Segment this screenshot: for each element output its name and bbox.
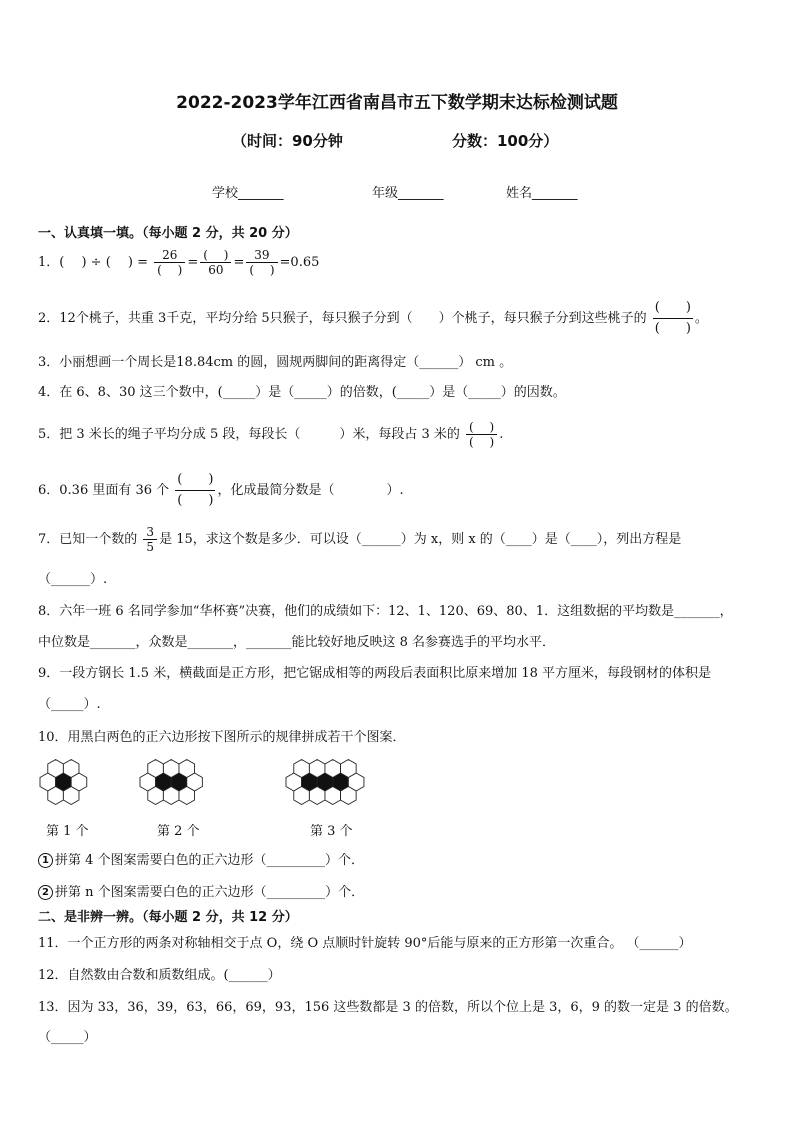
white-hexagon xyxy=(148,787,164,805)
white-hexagon xyxy=(341,760,357,778)
circled-number-2: 2 xyxy=(38,885,53,900)
question-7 xyxy=(38,525,681,554)
question-2 xyxy=(38,298,708,339)
white-hexagon xyxy=(325,760,341,778)
white-hexagon xyxy=(309,760,325,778)
q7-fraction xyxy=(143,525,157,554)
question-8-line-1: 8．六年一班 6 名同学参加“华杯赛”决赛，他们的成绩如下：12、1、120、69、80、1．这组数据的平均数是_______， xyxy=(38,604,733,619)
q1-f1-numerator: 26 xyxy=(154,248,185,263)
q6-numerator[interactable]: ( ) xyxy=(175,470,215,491)
white-hexagon xyxy=(63,760,79,778)
q7-text-b: 是 15，求这个数是多少．可以设（______）为 x，则 x 的（____）是（____），列出方程是 xyxy=(159,532,682,547)
q1-fraction-2 xyxy=(200,248,231,277)
question-8-line-2: 中位数是_______，众数是_______，_______能比较好地反映这 8 名参赛选手的平均水平． xyxy=(38,635,556,650)
white-hexagon xyxy=(48,760,64,778)
hexagon-pattern-2 xyxy=(136,756,236,808)
question-12: 12．自然数由合数和质数组成。(______） xyxy=(38,968,281,983)
white-hexagon xyxy=(309,787,325,805)
q1-f3-numerator: 39 xyxy=(246,248,277,263)
question-5 xyxy=(38,420,503,449)
q1-equals-1: = xyxy=(187,255,199,270)
white-hexagon xyxy=(179,787,195,805)
q1-fraction-1 xyxy=(154,248,185,277)
section-1-heading: 一、认真填一填。（每小题 2 分，共 20 分） xyxy=(38,226,298,241)
hexagon-pattern-3 xyxy=(282,756,422,808)
question-6 xyxy=(38,470,404,511)
q10-sub2-text: 拼第 n 个图案需要白色的正六边形（_________）个． xyxy=(55,885,365,900)
question-10: 10．用黑白两色的正六边形按下图所示的规律拼成若干个图案． xyxy=(38,730,406,745)
section-2-heading: 二、是非辨一辨。（每小题 2 分，共 12 分） xyxy=(38,910,298,925)
q6-text: 6．0.36 里面有 36 个 xyxy=(38,483,170,498)
school-field[interactable]: 学校_______ xyxy=(212,186,284,201)
question-3: 3．小丽想画一个周长是18.84cm 的圆，圆规两脚间的距离得定（______） cm 。 xyxy=(38,355,513,370)
q6-tail: ，化成最简分数是（ ）. xyxy=(217,483,404,498)
q6-fraction[interactable] xyxy=(175,470,215,511)
question-10-sub-2 xyxy=(38,884,364,902)
question-13-line-1: 13．因为 33，36，39，63，66，69，93，156 这些数都是 3 的倍数，所以个位上是 3，6，9 的数一定是 3 的倍数。 xyxy=(38,1000,738,1015)
q2-numerator[interactable]: ( ) xyxy=(653,298,693,319)
q1-fraction-3 xyxy=(246,248,277,277)
page-title: 2022-2023学年江西省南昌市五下数学期末达标检测试题 xyxy=(176,93,618,113)
q7-numerator: 3 xyxy=(143,525,157,540)
figure-1-caption: 第 1 个 xyxy=(46,824,89,839)
question-4: 4．在 6、8、30 这三个数中，(_____）是（_____）的倍数，(_____）是（_____）的因数。 xyxy=(38,385,566,400)
question-1 xyxy=(38,248,319,277)
q5-text: 5．把 3 米长的绳子平均分成 5 段，每段长（ ）米，每段占 3 米的 xyxy=(38,427,460,442)
grade-field[interactable]: 年级_______ xyxy=(372,186,444,201)
q7-continuation: （______）. xyxy=(38,572,108,587)
question-10-sub-1 xyxy=(38,852,364,870)
white-hexagon xyxy=(179,760,195,778)
total-score: 分数：100分） xyxy=(452,132,559,150)
white-hexagon xyxy=(148,760,164,778)
white-hexagon xyxy=(341,787,357,805)
q1-text: 1．( ) ÷ ( ) = xyxy=(38,255,149,270)
name-field[interactable]: 姓名_______ xyxy=(506,186,578,201)
white-hexagon xyxy=(63,787,79,805)
q5-numerator[interactable]: ( ) xyxy=(466,420,497,435)
question-13-line-2: （_____） xyxy=(38,1030,97,1045)
hexagon-pattern-1 xyxy=(36,756,96,808)
q6-denominator[interactable]: ( ) xyxy=(177,493,214,508)
white-hexagon xyxy=(325,787,341,805)
q5-tail: . xyxy=(499,427,504,442)
white-hexagon xyxy=(163,760,179,778)
q1-tail: =0.65 xyxy=(279,255,320,270)
q1-f1-denominator[interactable]: ( ) xyxy=(157,263,183,277)
white-hexagon xyxy=(294,760,310,778)
q1-f2-denominator: 60 xyxy=(208,263,224,277)
q7-denominator: 5 xyxy=(146,540,155,554)
circled-number-1: 1 xyxy=(38,853,53,868)
q10-sub1-text: 拼第 4 个图案需要白色的正六边形（_________）个． xyxy=(55,853,365,868)
question-9-line-1: 9．一段方钢长 1.5 米，横截面是正方形，把它锯成相等的两段后表面积比原来增加 18 平方厘米，每段钢材的体积是 xyxy=(38,666,712,681)
white-hexagon xyxy=(48,787,64,805)
white-hexagon xyxy=(294,787,310,805)
q5-denominator[interactable]: ( ) xyxy=(469,435,495,449)
white-hexagon xyxy=(163,787,179,805)
figure-3-caption: 第 3 个 xyxy=(310,824,353,839)
q2-denominator[interactable]: ( ) xyxy=(654,321,691,336)
figure-2-caption: 第 2 个 xyxy=(157,824,200,839)
q1-f2-numerator[interactable]: ( ) xyxy=(200,248,231,263)
q2-fraction[interactable] xyxy=(653,298,693,339)
time-limit: （时间：90分钟 xyxy=(232,132,343,150)
q2-tail: 。 xyxy=(694,311,708,326)
q2-text: 2．12个桃子，共重 3千克，平均分给 5只猴子，每只猴子分到（ ）个桃子，每只猴子分到这些桃子的 xyxy=(38,311,647,326)
q5-fraction[interactable] xyxy=(466,420,497,449)
question-11: 11．一个正方形的两条对称轴相交于点 O，绕 O 点顺时针旋转 90°后能与原来的正方形第一次重合。 （______） xyxy=(38,936,692,951)
q7-text-a: 7．已知一个数的 xyxy=(38,532,138,547)
question-9-line-2: （_____）. xyxy=(38,697,101,712)
q1-equals-2: = xyxy=(233,255,245,270)
q1-f3-denominator[interactable]: ( ) xyxy=(249,263,275,277)
